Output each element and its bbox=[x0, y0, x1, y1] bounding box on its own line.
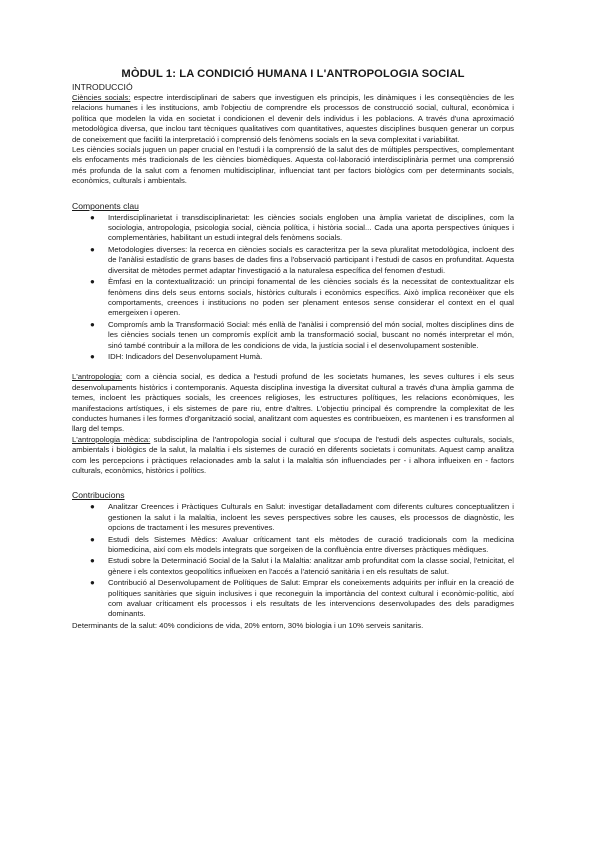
social-sciences-text: espectre interdisciplinari de sabers que investiguen els principis, les dinàmiques i les conseqüències de les relacions humanes i les institucions, amb l'objectiu de comprendre els processos de construcció social, cultural, econòmica i política que modelen la vida en societat i condicionen el devenir dels individus i les poblacions. A través d'una aproximació metodològica diversa, que inclou tant tècniques qualitatives com quantitatives, aquestes disciplines busquen generar un corpus de coneixement que faciliti la interpretació i comprensió dels fenòmens socials en la seva complexitat i variabilitat. bbox=[72, 93, 514, 144]
bullet-icon: ● bbox=[90, 244, 95, 254]
list-item: ● Estudi sobre la Determinació Social de la Salut i la Malaltia: analitzar amb profunditat com la classe social, l'etnicitat, el gènere i els contextos geopolítics influeixen en l'accés a l'atenció sanitària i en els resultats de salut. bbox=[90, 556, 514, 576]
bullet-icon: ● bbox=[90, 351, 95, 361]
list-item: ● IDH: Indicadors del Desenvolupament Humà. bbox=[90, 351, 263, 361]
bullet-icon: ● bbox=[90, 556, 95, 566]
page-title: MÒDUL 1: LA CONDICIÓ HUMANA I L'ANTROPOLOGIA SOCIAL bbox=[121, 68, 465, 80]
medical-anthropology-text: subdisciplina de l'antropologia social i cultural que s'ocupa de l'estudi dels aspectes culturals, socials, ambientals i biològics de la salut, la malaltia i els sistemes de curació en diferents societats i comunitats. Aquest camp analitza com les percepcions i pràctiques relacionades amb la salut i la malaltia són influenciades per - i alhora influeixen en - factors culturals, econòmics, històrics i polítics. bbox=[72, 434, 514, 475]
medical-anthropology-term: L'antropologia mèdica: bbox=[72, 434, 151, 444]
medical-anthropology-paragraph bbox=[72, 435, 514, 477]
list-item: ● Metodologies diverses: la recerca en ciències socials es caracteritza per la seva pluralitat metodològica, incloent des de l'anàlisi estadístic de grans bases de dades fins a l'observació participant i l'estudi de casos en profunditat. Aquesta diversitat de mètodes permet adaptar l'investigació a la naturalesa específica del fenomen d'estudi. bbox=[90, 244, 514, 275]
list-item: ● Compromís amb la Transformació Social: més enllà de l'anàlisi i comprensió del món social, moltes disciplines dins de les ciències socials tenen un compromís explícit amb la transformació social, buscant no només interpretar el món, sinó també contribuir a la millora de les condicions de vida, la justícia social i el desenvolupament sostenible. bbox=[90, 319, 514, 350]
anthropology-paragraph bbox=[72, 372, 514, 434]
list-item: ● Contribució al Desenvolupament de Polítiques de Salut: Emprar els coneixements adquirits per influir en la creació de polítiques sanitàries que siguin inclusives i que reconeguin la importància del context cultural i econòmic-polític, així com avaluar críticament els processos i els resultats de les intervencions desenvolupades des dels paradigmes dominants. bbox=[90, 578, 514, 619]
intro-heading: INTRODUCCIÓ bbox=[72, 82, 133, 92]
contributions-heading: Contribucions bbox=[72, 490, 125, 501]
social-sciences-paragraph bbox=[72, 93, 514, 145]
determinants-line: Determinants de la salut: 40% condicions de vida, 20% entorn, 30% biologia i un 10% serveis sanitaris. bbox=[72, 620, 424, 630]
list-item: ● Estudi dels Sistemes Mèdics: Avaluar críticament tant els mètodes de curació tradicionals com la medicina biomedicina, així com els models integrats que sorgeixen de la confluència entre diverses pràctiques mèdiques. bbox=[90, 534, 514, 555]
bullet-icon: ● bbox=[90, 502, 95, 512]
list-item: ● Èmfasi en la contextualització: un principi fonamental de les ciències socials és la necessitat de contextualitzar els fenòmens dins dels seus entorns socials, històrics culturals i econòmics específics. Això implica reconèixer que els comportaments, creences i institucions no poden ser plenament entesos sense considerar el context en el qual emergeixen i operen. bbox=[90, 277, 514, 318]
list-item: ● Interdisciplinarietat i transdisciplinarietat: les ciències socials engloben una àmplia varietat de disciplines, com la sociologia, antropologia, psicologia social, ciència política, i història social... Cada una aporta perspectives úniques i complementàries, habilitant un estudi integral dels fenòmens socials. bbox=[90, 212, 514, 243]
social-sciences-term: Ciències socials: bbox=[72, 93, 131, 102]
health-paragraph: Les ciències socials juguen un paper crucial en l'estudi i la comprensió de la salut des de múltiples perspectives, complementant els enfocaments més tradicionals de les ciències biomèdiques. Aquesta col·laboració interdisciplinària permet una comprensió més profunda de la salut com a fenomen multidisciplinar, influenciat tant per factors biològics com per determinants socials, econòmics, culturals i ambientals. bbox=[72, 145, 514, 186]
bullet-icon: ● bbox=[90, 319, 95, 329]
bullet-icon: ● bbox=[90, 578, 95, 588]
bullet-icon: ● bbox=[90, 277, 95, 287]
bullet-icon: ● bbox=[90, 534, 95, 544]
components-list bbox=[72, 213, 514, 363]
components-heading: Components clau bbox=[72, 200, 139, 211]
list-item: ● Analitzar Creences i Pràctiques Culturals en Salut: investigar detalladament com diferents cultures conceptualitzen i gestionen la salut i la malaltia, incloent les seves perspectives sobre les causes, els processos de diagnòstic, les opcions de tractament i les mesures preventives. bbox=[90, 502, 514, 533]
anthropology-text: com a ciència social, es dedica a l'estudi profund de les societats humanes, les seves cultures i els seus desenvolupaments històrics i contemporanis. Aquesta disciplina investiga la diversitat cultural a través d'una àmplia gamma de temes, incloent les pràctiques socials, les creences religioses, les estructures polítiques, les relacions econòmiques, les manifestacions artístiques, i els sistemes de pare riu, entre d'altres. L'objectiu principal és comprendre la complexitat de les conductes humanes i les formes d'organització social, analitzant com aquestes es contribueixen, es mantenen i es transformen al llarg del temps. bbox=[72, 372, 514, 434]
anthropology-term: L'antropologia: bbox=[72, 372, 123, 382]
contributions-list bbox=[72, 502, 514, 619]
bullet-icon: ● bbox=[90, 212, 95, 222]
